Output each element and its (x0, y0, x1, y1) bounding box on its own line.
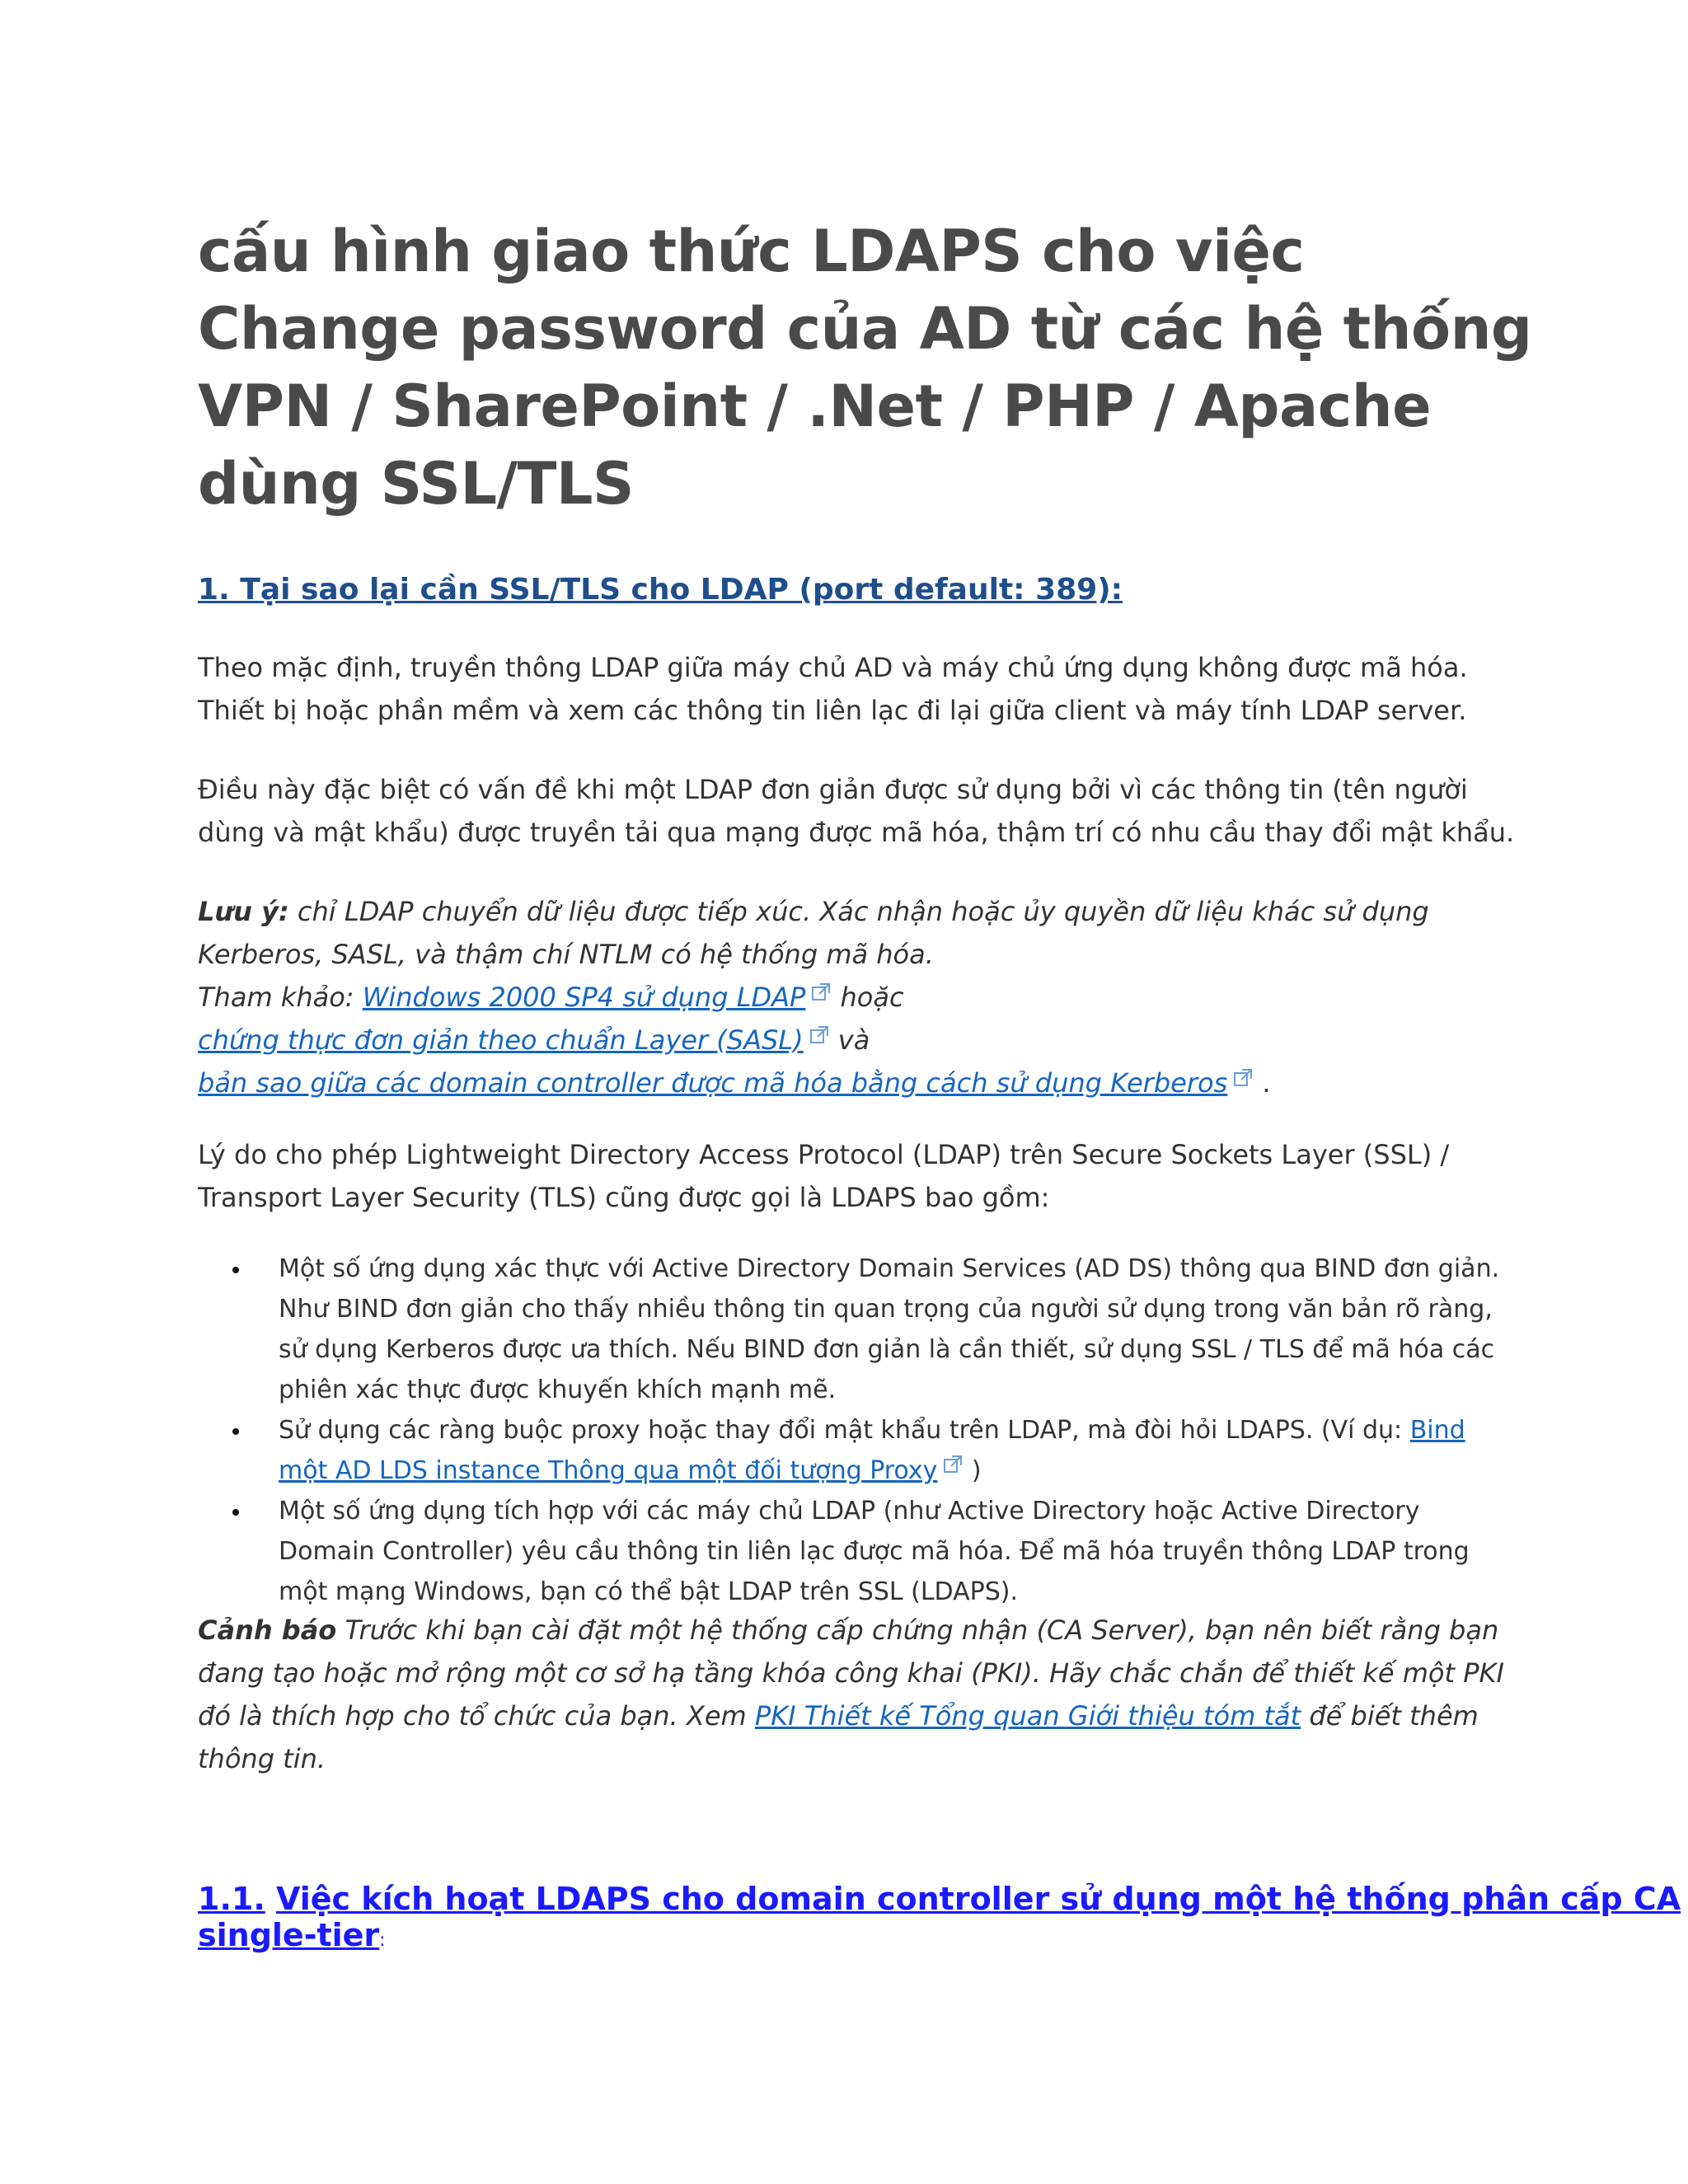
reasons-list (198, 1249, 1517, 1612)
external-link-icon[interactable] (1232, 1067, 1254, 1089)
section-1-heading: 1. Tại sao lại cần SSL/TLS cho LDAP (port default: 389): (198, 573, 1123, 607)
link-pki-design-overview[interactable]: PKI Thiết kế Tổng quan Giới thiệu tóm tắt (754, 1700, 1301, 1732)
warning-paragraph: Cảnh báo Trước khi bạn cài đặt một hệ thống cấp chứng nhận (CA Server), bạn nên biết rằng bạn đang tạo hoặc mở rộng một cơ sở hạ tầng khóa công khai (PKI). Hãy chắc chắn để thiết kế một PKI đó là thích hợp cho tổ chức của bạn. Xem PKI Thiết kế Tổng quan Giới thiệu tóm tắt để biết thêm thông tin. (198, 1615, 1504, 1774)
note-paragraph: Lưu ý: chỉ LDAP chuyển dữ liệu được tiếp xúc. Xác nhận hoặc ủy quyền dữ liệu khác sử dụng Kerberos, SASL, và thậm chí NTLM có hệ thống mã hóa. Tham khảo: Windows 2000 SP4 sử dụng LDAP hoặc chứng thực đơn giản theo chuẩn Layer (SASL) và bản sao giữa các domain controller được mã hóa bằng cách sử dụng Kerberos . (198, 896, 1429, 1099)
page-title (198, 213, 1532, 523)
title-line: Change password của AD từ các hệ thống (198, 295, 1532, 363)
link-bind-ad-lds-part1[interactable]: Bind (1409, 1416, 1465, 1445)
external-link-icon[interactable] (942, 1454, 964, 1475)
link-bind-ad-lds-part2[interactable]: một AD LDS instance Thông qua một đối tượng Proxy (279, 1456, 938, 1485)
link-kerberos-replication[interactable]: bản sao giữa các domain controller được mã hóa bằng cách sử dụng Kerberos (198, 1067, 1228, 1099)
list-item: Một số ứng dụng tích hợp với các máy chủ LDAP (như Active Directory hoặc Active Directory Domain Controller) yêu cầu thông tin liên lạc được mã hóa. Để mã hóa truyền thông LDAP trong một mạng Windows, bạn có thể bật LDAP trên SSL (LDAPS). (198, 1491, 1517, 1612)
bullet-icon (232, 1509, 239, 1516)
title-line: cấu hình giao thức LDAPS cho việc (198, 218, 1305, 285)
paragraph-ldap-unencrypted: Theo mặc định, truyền thông LDAP giữa máy chủ AD và máy chủ ứng dụng không được mã hóa. Thiết bị hoặc phần mềm và xem các thông tin liên lạc đi lại giữa client và máy tính LDAP server. (198, 652, 1468, 726)
section-1-1-heading[interactable]: 1.1. Việc kích hoạt LDAPS cho domain controller sử dụng một hệ thống phân cấp CA single-tier: (198, 1881, 1681, 1953)
external-link-icon[interactable] (810, 982, 832, 1003)
warning-label: Cảnh báo (198, 1615, 337, 1646)
section-1-1-title-line[interactable]: single-tier (198, 1917, 380, 1953)
external-link-icon[interactable] (809, 1024, 830, 1046)
section-1-1-title-line[interactable]: Việc kích hoạt LDAPS cho domain controller sử dụng một hệ thống phân cấp CA (276, 1881, 1681, 1917)
paragraph-ldaps-reasons: Lý do cho phép Lightweight Directory Access Protocol (LDAP) trên Secure Sockets Layer (SSL) / Transport Layer Security (TLS) cũng được gọi là LDAPS bao gồm: (198, 1139, 1450, 1213)
note-label: Lưu ý: (198, 896, 289, 927)
bullet-icon (232, 1267, 239, 1273)
title-line: dùng SSL/TLS (198, 450, 634, 518)
section-1-1-number[interactable]: 1.1. (198, 1881, 265, 1917)
list-item: Sử dụng các ràng buộc proxy hoặc thay đổi mật khẩu trên LDAP, mà đòi hỏi LDAPS. (Ví dụ: Bind một AD LDS instance Thông qua một đối tượng Proxy ) (198, 1410, 1517, 1491)
link-sasl[interactable]: chứng thực đơn giản theo chuẩn Layer (SASL) (198, 1024, 804, 1056)
title-line: VPN / SharePoint / .Net / PHP / Apache (198, 373, 1432, 440)
list-item: Một số ứng dụng xác thực với Active Directory Domain Services (AD DS) thông qua BIND đơn giản. Như BIND đơn giản cho thấy nhiều thông tin quan trọng của người sử dụng trong văn bản rõ ràng, sử dụng Kerberos được ưa thích. Nếu BIND đơn giản là cần thiết, sử dụng SSL / TLS để mã hóa các phiên xác thực được khuyến khích mạnh mẽ. (198, 1249, 1517, 1410)
link-windows-2000-sp4[interactable]: Windows 2000 SP4 sử dụng LDAP (362, 982, 806, 1013)
bullet-icon (232, 1428, 239, 1435)
paragraph-ldap-risk: Điều này đặc biệt có vấn đề khi một LDAP đơn giản được sử dụng bởi vì các thông tin (tên người dùng và mật khẩu) được truyền tải qua mạng được mã hóa, thậm trí có nhu cầu thay đổi mật khẩu. (198, 774, 1515, 848)
